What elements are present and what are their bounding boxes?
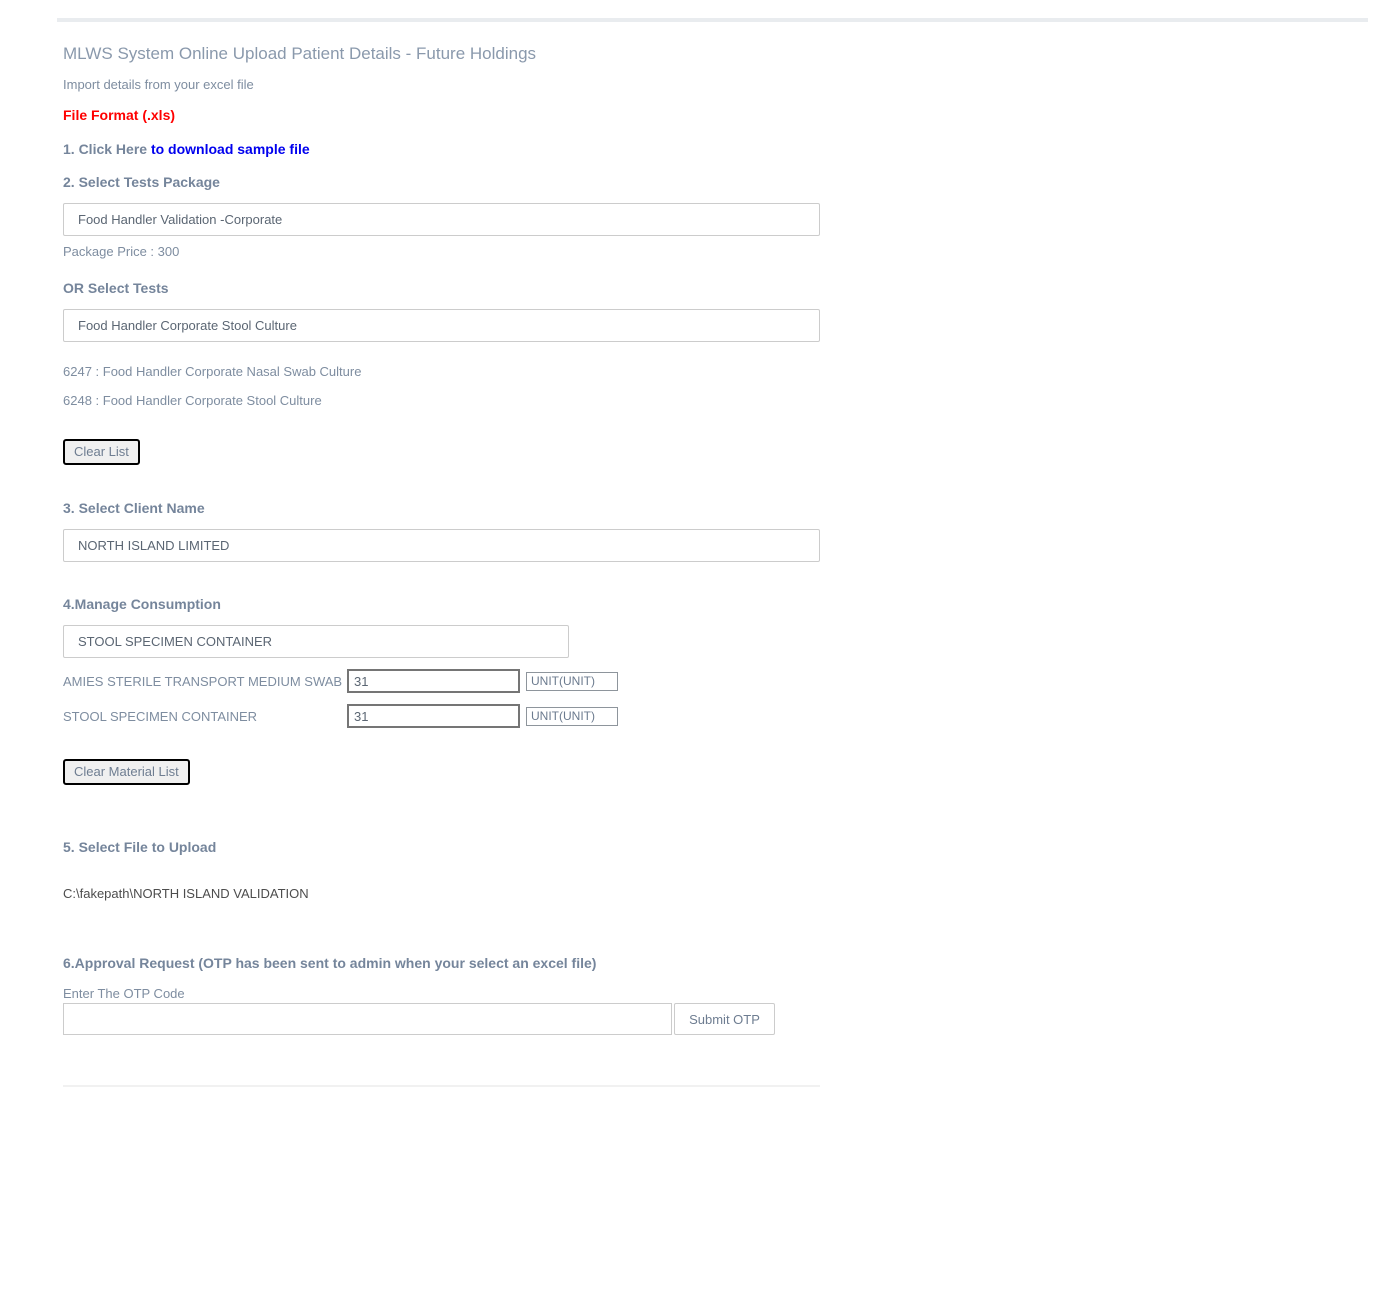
page-subtitle: Import details from your excel file — [63, 77, 254, 92]
step2-heading: 2. Select Tests Package — [63, 174, 220, 190]
download-sample-link[interactable]: to download sample file — [150, 141, 310, 157]
material-unit-box: UNIT(UNIT) — [526, 707, 618, 726]
step4-heading: 4.Manage Consumption — [63, 596, 221, 612]
client-select-input[interactable] — [63, 529, 820, 562]
step1-row — [63, 141, 823, 157]
material-select-input[interactable] — [63, 625, 569, 658]
file-path-text: C:\fakepath\NORTH ISLAND VALIDATION — [63, 886, 309, 901]
clear-list-button[interactable]: Clear List — [63, 439, 140, 465]
material-unit-box: UNIT(UNIT) — [526, 672, 618, 691]
package-select-input[interactable] — [63, 203, 820, 236]
submit-otp-button[interactable]: Submit OTP — [674, 1003, 775, 1035]
material-row — [63, 704, 823, 728]
clear-material-list-button[interactable]: Clear Material List — [63, 759, 190, 785]
package-price: Package Price : 300 — [63, 244, 180, 259]
material-qty-input[interactable] — [347, 669, 520, 693]
otp-input[interactable] — [63, 1003, 672, 1035]
step1-label: 1. Click Here — [63, 141, 148, 157]
step3-heading: 3. Select Client Name — [63, 500, 205, 516]
step5-heading: 5. Select File to Upload — [63, 839, 217, 855]
tests-select-input[interactable] — [63, 309, 820, 342]
page-title: MLWS System Online Upload Patient Details - Future Holdings — [63, 44, 537, 63]
upload-form — [63, 22, 823, 1087]
selected-test-item: 6248 : Food Handler Corporate Stool Culture — [63, 393, 322, 408]
or-tests-heading: OR Select Tests — [63, 280, 169, 296]
otp-label: Enter The OTP Code — [63, 986, 185, 1001]
material-name-label: AMIES STERILE TRANSPORT MEDIUM SWAB — [63, 673, 343, 689]
step6-heading: 6.Approval Request (OTP has been sent to admin when your select an excel file) — [63, 955, 597, 971]
file-format-note: File Format (.xls) — [63, 107, 176, 123]
otp-row — [63, 1003, 823, 1035]
selected-test-item: 6247 : Food Handler Corporate Nasal Swab Culture — [63, 364, 362, 379]
material-name-label: STOOL SPECIMEN CONTAINER — [63, 708, 258, 724]
material-row — [63, 669, 823, 693]
bottom-divider — [63, 1085, 820, 1087]
material-qty-input[interactable] — [347, 704, 520, 728]
